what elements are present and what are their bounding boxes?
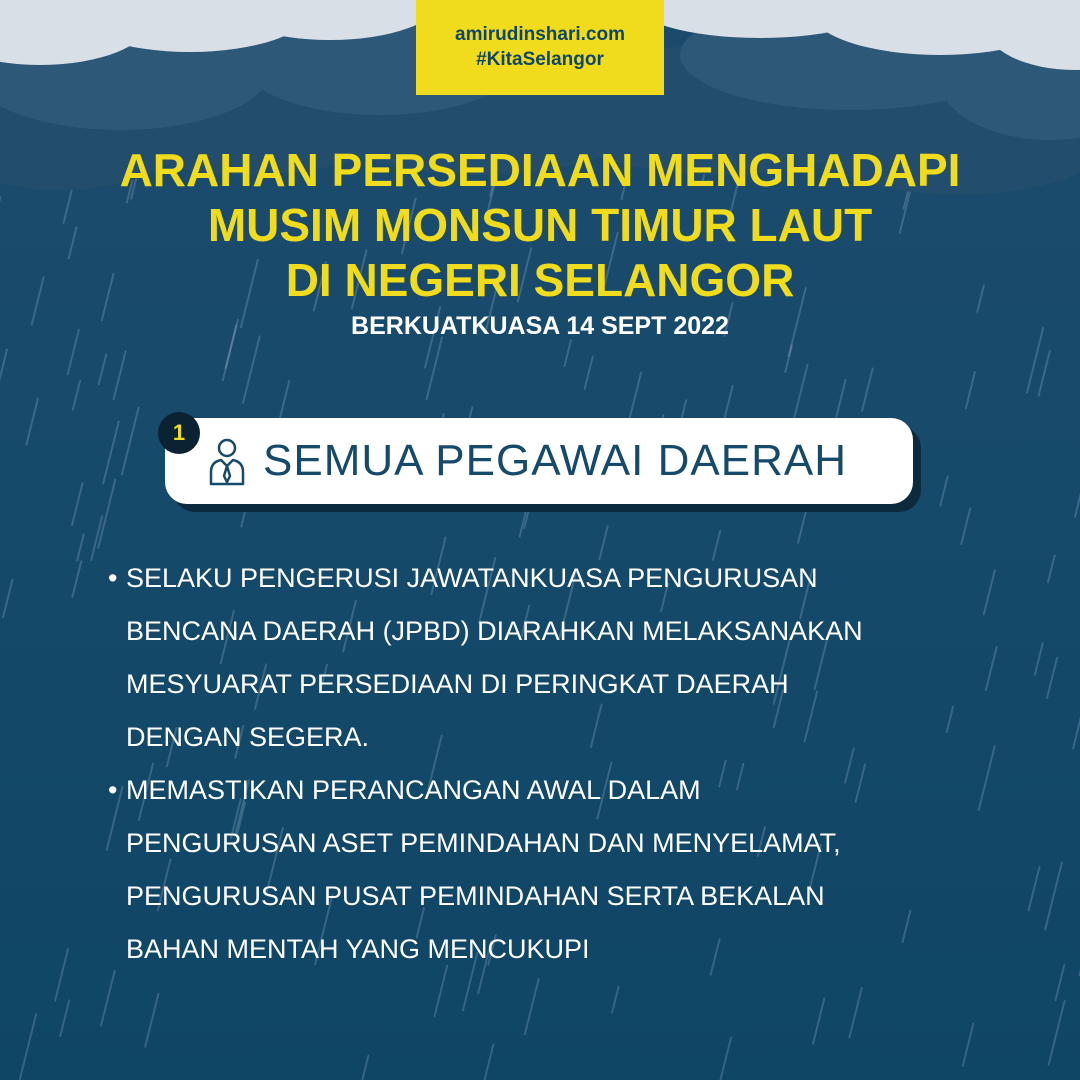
bullet-list bbox=[108, 552, 1028, 976]
rain-streak bbox=[565, 340, 571, 366]
bullet-line: MESYUARAT PERSEDIAAN DI PERINGKAT DAERAH bbox=[126, 669, 789, 699]
rain-streak bbox=[1055, 965, 1064, 1000]
bullet-item-1 bbox=[108, 552, 1028, 764]
rain-streak bbox=[243, 336, 260, 403]
rain-streak bbox=[3, 580, 12, 618]
rain-streak bbox=[101, 971, 115, 1026]
officer-icon bbox=[207, 436, 247, 486]
bullet-dot: • bbox=[108, 775, 118, 805]
rain-streak bbox=[785, 346, 792, 372]
rain-streak bbox=[55, 949, 68, 1001]
bullet-line: PENGURUSAN PUSAT PEMINDAHAN SERTA BEKALAN bbox=[126, 881, 825, 911]
rain-streak bbox=[1047, 658, 1057, 698]
rain-streak bbox=[427, 337, 442, 399]
rain-streak bbox=[966, 372, 975, 408]
rain-streak bbox=[715, 1038, 731, 1080]
rain-streak bbox=[940, 477, 947, 506]
effective-date: BERKUATKUASA 14 SEPT 2022 bbox=[351, 312, 729, 340]
bullet-line: MEMASTIKAN PERANCANGAN AWAL DALAM bbox=[126, 775, 701, 805]
rain-streak bbox=[103, 421, 119, 483]
rain-streak bbox=[477, 1044, 493, 1080]
title-line-3: DI NEGERI SELANGOR bbox=[285, 254, 795, 306]
rain-streak bbox=[77, 534, 84, 560]
rain-streak bbox=[849, 988, 861, 1038]
rain-streak bbox=[73, 381, 80, 410]
website-text: amirudinshari.com bbox=[455, 24, 625, 45]
rain-streak bbox=[145, 994, 158, 1047]
website-tag-box bbox=[416, 0, 664, 95]
rain-streak bbox=[98, 480, 115, 548]
rain-streak bbox=[0, 350, 7, 391]
section-card bbox=[165, 418, 913, 504]
bullet-line: BAHAN MENTAH YANG MENCUKUPI bbox=[126, 934, 590, 964]
bullet-line: SELAKU PENGERUSI JAWATANKUASA PENGURUSAN bbox=[126, 563, 818, 593]
rain-streak bbox=[963, 1024, 974, 1066]
rain-streak bbox=[961, 508, 970, 544]
rain-streak bbox=[19, 1014, 36, 1080]
rain-streak bbox=[60, 1000, 69, 1036]
rain-streak bbox=[612, 987, 618, 1013]
rain-streak bbox=[72, 561, 81, 597]
rain-streak bbox=[122, 408, 139, 475]
rain-streak bbox=[279, 381, 289, 420]
bullet-line: PENGURUSAN ASET PEMINDAHAN DAN MENYELAMAT, bbox=[126, 828, 841, 858]
title-line-2: MUSIM MONSUN TIMUR LAUT bbox=[207, 199, 873, 251]
rain-streak bbox=[835, 380, 845, 421]
rain-streak bbox=[1045, 863, 1062, 930]
bullet-item-2 bbox=[108, 764, 1028, 976]
rain-streak bbox=[1029, 867, 1040, 911]
rain-streak bbox=[813, 999, 824, 1044]
rain-streak bbox=[26, 399, 38, 445]
rain-streak bbox=[862, 368, 873, 410]
rain-streak bbox=[1075, 481, 1080, 516]
section-number-badge: 1 bbox=[158, 412, 200, 454]
rain-streak bbox=[1073, 686, 1080, 748]
rain-streak bbox=[1049, 1001, 1065, 1065]
section-title: SEMUA PEGAWAI DAERAH bbox=[263, 436, 847, 485]
rain-streak bbox=[1048, 556, 1055, 583]
bullet-dot: • bbox=[108, 563, 118, 593]
rain-streak bbox=[525, 979, 539, 1035]
rain-streak bbox=[72, 483, 83, 525]
title-line-1: ARAHAN PERSEDIAAN MENGHADAPI bbox=[119, 144, 961, 196]
hashtag-text: #KitaSelangor bbox=[476, 49, 604, 70]
page-title bbox=[0, 143, 1080, 308]
rain-streak bbox=[585, 357, 593, 389]
rain-streak bbox=[1035, 643, 1043, 674]
bullet-line: BENCANA DAERAH (JPBD) DIARAHKAN MELAKSANAKAN bbox=[126, 616, 863, 646]
rain-streak bbox=[1039, 351, 1050, 396]
bullet-line: DENGAN SEGERA. bbox=[126, 722, 370, 752]
rain-streak bbox=[114, 351, 126, 399]
rain-streak bbox=[353, 1056, 368, 1080]
rain-streak bbox=[99, 354, 106, 384]
